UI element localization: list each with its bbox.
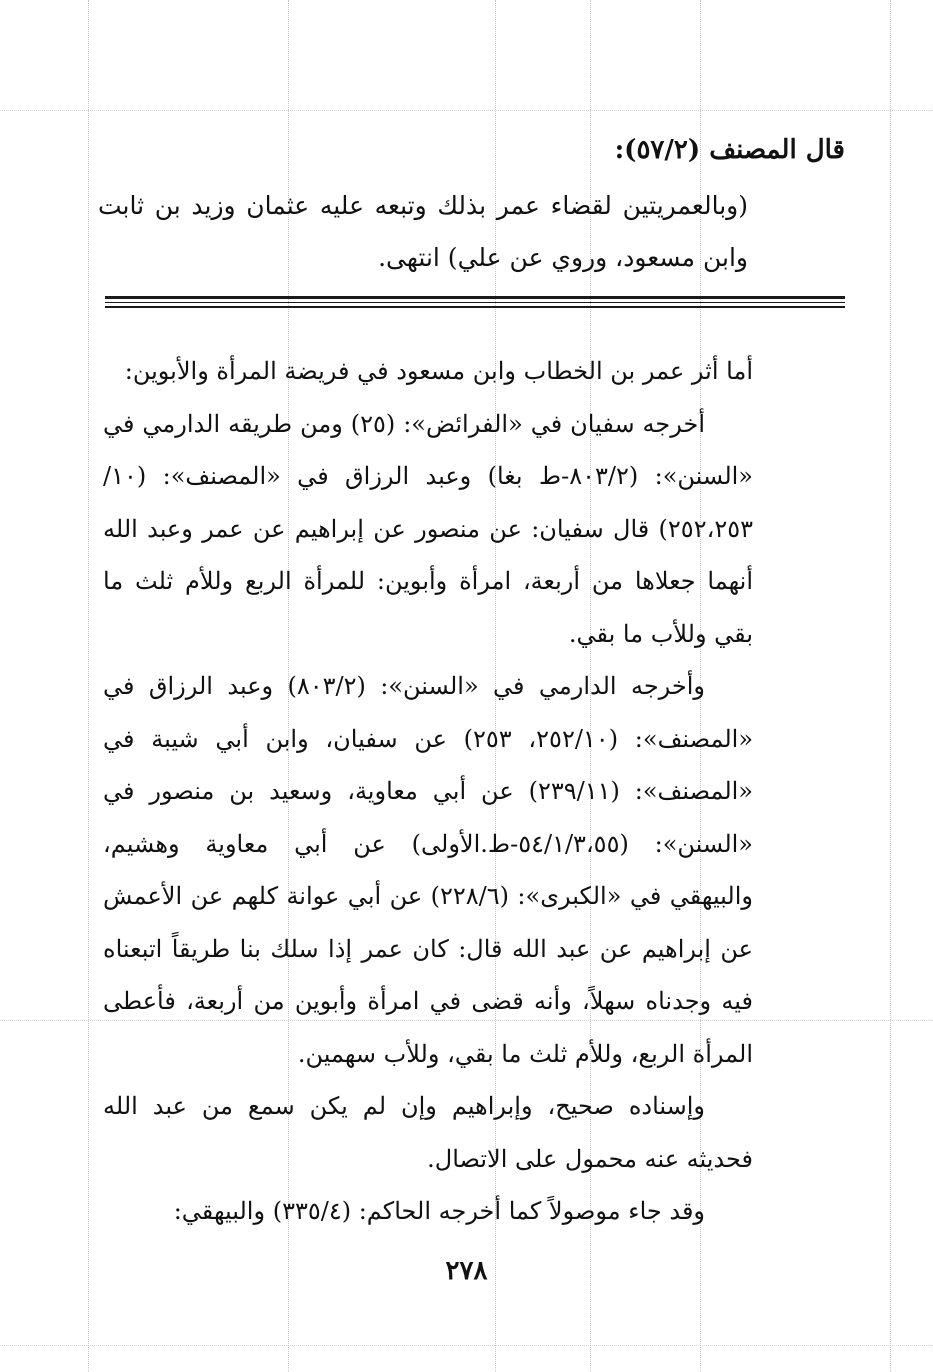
- scan-guide-line: [890, 0, 891, 1372]
- paragraph: أما أثر عمر بن الخطاب وابن مسعود في فريضة المرأة والأبوين:: [124, 357, 753, 385]
- page-number: ٢٧٨: [445, 1256, 488, 1286]
- scan-guide-line: [0, 1345, 933, 1346]
- commentary-body: [103, 345, 753, 1238]
- scan-guide-line: [0, 110, 933, 111]
- double-rule-separator: [105, 296, 845, 310]
- separator-rule-thin: [105, 306, 845, 308]
- paragraph: وأخرجه الدارمي في «السنن»: (٨٠٣/٢) وعبد الرزاق في «المصنف»: (٢٥٢/١٠، ٢٥٣) عن سفيان، وابن أبي شيبة في «المصنف»: (٢٣٩/١١) عن أبي معاوية، وسعيد بن منصور في «السنن»: (٥٤/١/٣،٥٥-ط.الأولى) عن أبي معاوية وهشيم، والبيهقي في «الكبرى»: (٢٢٨/٦) عن أبي عوانة كلهم عن الأعمش عن إبراهيم عن عبد الله قال: كان عمر إذا سلك بنا طريقاً اتبعناه فيه وجدناه سهلاً، وأنه قضى في امرأة وأبوين من أربعة، فأعطى المرأة الربع، وللأم ثلث ما بقي، وللأب سهمين.: [103, 672, 754, 1068]
- separator-rule-thick: [105, 296, 845, 299]
- separator-rule-thin: [105, 302, 845, 303]
- section-heading: قال المصنف (٥٧/٢):: [614, 135, 845, 165]
- paragraph: أخرجه سفيان في «الفرائض»: (٢٥) ومن طريقه الدارمي في «السنن»: (٨٠٣/٢-ط بغا) وعبد الرزاق في «المصنف»: (١٠/ ٢٥٢،٢٥٣) قال سفيان: عن منصور عن إبراهيم عن عمر وعبد الله أنهما جعلاها من أربعة، امرأة وأبوين: للمرأة الربع وللأم ثلث ما بقي وللأب ما بقي.: [103, 409, 753, 648]
- paragraph: وقد جاء موصولاً كما أخرجه الحاكم: (٣٣٥/٤) والبيهقي:: [173, 1197, 705, 1225]
- paragraph: وإسناده صحيح، وإبراهيم وإن لم يكن سمع من عبد الله فحديثه عنه محمول على الاتصال.: [103, 1092, 753, 1173]
- quoted-text: (وبالعمريتين لقضاء عمر بذلك وتبعه عليه عثمان وزيد بن ثابت وابن مسعود، وروي عن علي) انتهى.: [98, 191, 748, 272]
- scan-guide-line: [88, 0, 89, 1372]
